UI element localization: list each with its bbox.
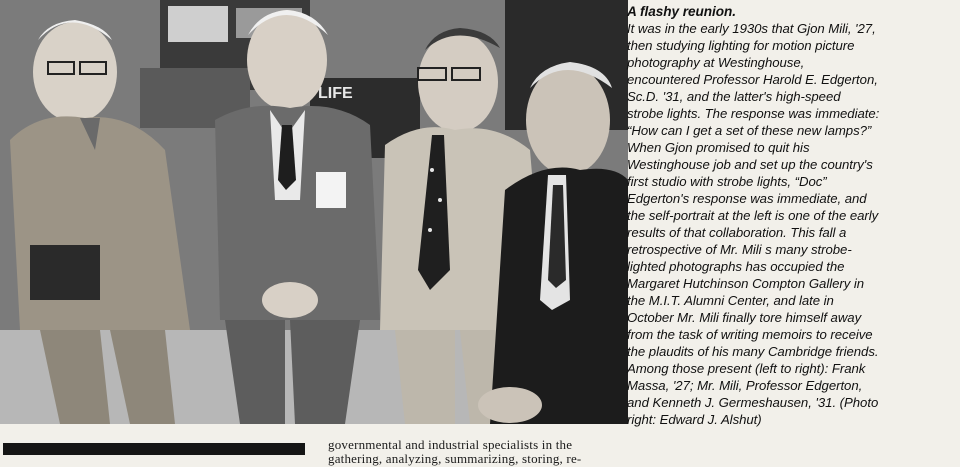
section-divider-bar [3,443,305,455]
caption-line: photography at Westinghouse, [627,55,805,70]
caption-line: the plaudits of his many Cambridge friends. [627,344,879,359]
article-body-text [328,438,628,466]
caption-line: first studio with strobe lights, “Doc” [627,174,827,189]
caption-line: Massa, '27; Mr. Mili, Professor Edgerton, [627,378,863,393]
caption-line: results of that collaboration. This fall a [627,225,847,240]
caption-line: October Mr. Mili finally tore himself away [627,310,862,325]
caption-line: Margaret Hutchinson Compton Gallery in [627,276,865,291]
caption-line: the M.I.T. Alumni Center, and late in [627,293,834,308]
caption-line: the self-portrait at the left is one of the early [627,208,879,223]
caption-line: It was in the early 1930s that Gjon Mili, '27, [627,21,876,36]
photo-caption [626,3,960,467]
caption-line: Among those present (left to right): Frank [627,361,866,376]
caption-line: and Kenneth J. Germeshausen, '31. (Photo [627,395,879,410]
caption-line: retrospective of Mr. Mili s many strobe- [627,242,852,257]
caption-line: Sc.D. '31, and the latter's high-speed [627,89,841,104]
caption-line: “How can I get a set of these new lamps?” [627,123,872,138]
caption-line: then studying lighting for motion picture [627,38,855,53]
body-line: governmental and industrial specialists in the [328,437,573,452]
caption-line: Edgerton's response was immediate, and [627,191,867,206]
caption-line: from the task of writing memoirs to receive [627,327,873,342]
caption-line: encountered Professor Harold E. Edgerton, [627,72,878,87]
caption-line: Westinghouse job and set up the country's [627,157,873,172]
caption-line: When Gjon promised to quit his [627,140,810,155]
caption-title: A flashy reunion. [627,4,736,19]
caption-line: lighted photographs has occupied the [627,259,845,274]
body-line: gathering, analyzing, summarizing, storing, re- [328,451,582,466]
caption-line: strobe lights. The response was immediate: [627,106,880,121]
life-sign-text: LIFE [318,85,353,102]
caption-line: right: Edward J. Alshut) [627,412,762,427]
